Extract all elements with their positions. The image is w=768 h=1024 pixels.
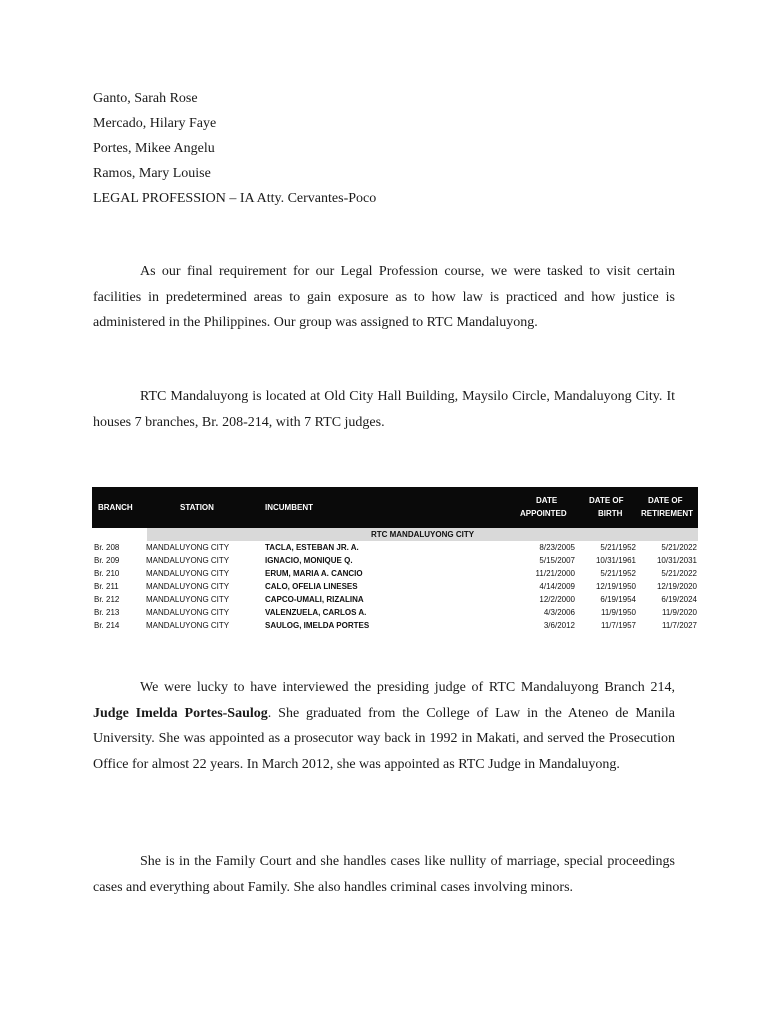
author-name: Mercado, Hilary Faye bbox=[93, 116, 217, 131]
author-header bbox=[93, 86, 376, 211]
cell-station: MANDALUYONG CITY bbox=[146, 543, 230, 552]
cell-branch: Br. 214 bbox=[94, 621, 120, 630]
header-station: STATION bbox=[180, 503, 214, 512]
cell-date-birth: 5/21/1952 bbox=[600, 569, 636, 578]
cell-incumbent: ERUM, MARIA A. CANCIO bbox=[265, 569, 363, 578]
table-row bbox=[92, 593, 698, 606]
cell-station: MANDALUYONG CITY bbox=[146, 595, 230, 604]
cell-date-appointed: 4/14/2009 bbox=[539, 582, 575, 591]
table-row bbox=[92, 580, 698, 593]
course-line: LEGAL PROFESSION – IA Atty. Cervantes-Poco bbox=[93, 191, 377, 206]
table-row bbox=[92, 554, 698, 567]
table-header bbox=[92, 487, 698, 528]
cell-branch: Br. 213 bbox=[94, 608, 120, 617]
paragraph-interview-text-after: . She graduated from the College of Law in the Ateneo de Manila University. She was appointed as a prosecutor way back in 1992 in Makati, and served the Prosecution Office for almost 22 years. In March 2012, she was appointed as RTC Judge in Mandaluyong. bbox=[93, 705, 675, 772]
cell-station: MANDALUYONG CITY bbox=[146, 582, 230, 591]
header-branch: BRANCH bbox=[98, 503, 133, 512]
paragraph-intro: As our final requirement for our Legal Profession course, we were tasked to visit certain facilities in predetermined areas to gain exposure as to how law is practiced and how justice is administered in the Philippines. Our group was assigned to RTC Mandaluyong. bbox=[93, 264, 675, 330]
cell-date-retirement: 11/7/2027 bbox=[662, 621, 697, 630]
table-row bbox=[92, 567, 698, 580]
judges-table bbox=[92, 487, 698, 632]
header-date-appointed-line1: DATE bbox=[536, 496, 558, 505]
cell-incumbent: CALO, OFELIA LINESES bbox=[265, 582, 358, 591]
paragraph-location: RTC Mandaluyong is located at Old City Hall Building, Maysilo Circle, Mandaluyong City. It houses 7 branches, Br. 208-214, with 7 RTC judges. bbox=[93, 389, 675, 430]
cell-branch: Br. 209 bbox=[94, 556, 120, 565]
cell-date-appointed: 4/3/2006 bbox=[543, 608, 575, 617]
cell-branch: Br. 212 bbox=[94, 595, 120, 604]
cell-branch: Br. 208 bbox=[94, 543, 120, 552]
header-date-appointed-line2: APPOINTED bbox=[520, 509, 567, 518]
cell-incumbent: SAULOG, IMELDA PORTES bbox=[265, 621, 370, 630]
cell-station: MANDALUYONG CITY bbox=[146, 556, 230, 565]
table-row bbox=[92, 619, 698, 632]
header-date-retirement-line2: RETIREMENT bbox=[641, 509, 693, 518]
table-row bbox=[92, 606, 698, 619]
author-name: Ganto, Sarah Rose bbox=[93, 91, 198, 106]
cell-date-appointed: 3/6/2012 bbox=[543, 621, 575, 630]
author-name: Portes, Mikee Angelu bbox=[93, 141, 215, 156]
cell-date-birth: 11/7/1957 bbox=[601, 621, 636, 630]
table-section-title: RTC MANDALUYONG CITY bbox=[147, 528, 698, 541]
header-date-birth-line1: DATE OF bbox=[589, 496, 624, 505]
cell-station: MANDALUYONG CITY bbox=[146, 621, 230, 630]
paragraph-interview-text-before: We were lucky to have interviewed the presiding judge of RTC Mandaluyong Branch 214, bbox=[140, 680, 675, 695]
cell-date-retirement: 12/19/2020 bbox=[656, 582, 697, 591]
cell-incumbent: CAPCO-UMALI, RIZALINA bbox=[265, 595, 364, 604]
table-row bbox=[92, 541, 698, 554]
cell-date-retirement: 6/19/2024 bbox=[661, 595, 697, 604]
cell-date-appointed: 12/2/2000 bbox=[539, 595, 575, 604]
cell-date-retirement: 5/21/2022 bbox=[661, 543, 697, 552]
cell-date-birth: 6/19/1954 bbox=[600, 595, 636, 604]
cell-station: MANDALUYONG CITY bbox=[146, 608, 230, 617]
cell-date-appointed: 8/23/2005 bbox=[539, 543, 575, 552]
cell-station: MANDALUYONG CITY bbox=[146, 569, 230, 578]
cell-incumbent: TACLA, ESTEBAN JR. A. bbox=[265, 543, 359, 552]
cell-date-birth: 10/31/1961 bbox=[595, 556, 636, 565]
header-date-retirement-line1: DATE OF bbox=[648, 496, 683, 505]
paragraph-family-court: She is in the Family Court and she handles cases like nullity of marriage, special proceedings cases and everything about Family. She also handles criminal cases involving minors. bbox=[93, 854, 675, 895]
header-incumbent: INCUMBENT bbox=[265, 503, 313, 512]
cell-date-birth: 5/21/1952 bbox=[600, 543, 636, 552]
cell-incumbent: VALENZUELA, CARLOS A. bbox=[265, 608, 367, 617]
author-name: Ramos, Mary Louise bbox=[93, 166, 211, 181]
cell-date-birth: 11/9/1950 bbox=[601, 608, 636, 617]
header-date-birth-line2: BIRTH bbox=[598, 509, 623, 518]
cell-date-retirement: 10/31/2031 bbox=[656, 556, 697, 565]
paragraph-interview bbox=[93, 675, 675, 777]
cell-branch: Br. 211 bbox=[94, 582, 119, 591]
cell-date-birth: 12/19/1950 bbox=[595, 582, 636, 591]
cell-date-appointed: 5/15/2007 bbox=[539, 556, 575, 565]
judge-name: Judge Imelda Portes-Saulog bbox=[93, 705, 268, 721]
cell-date-retirement: 5/21/2022 bbox=[661, 569, 697, 578]
cell-branch: Br. 210 bbox=[94, 569, 120, 578]
cell-date-retirement: 11/9/2020 bbox=[662, 608, 697, 617]
cell-date-appointed: 11/21/2000 bbox=[535, 569, 575, 578]
cell-incumbent: IGNACIO, MONIQUE Q. bbox=[265, 556, 353, 565]
